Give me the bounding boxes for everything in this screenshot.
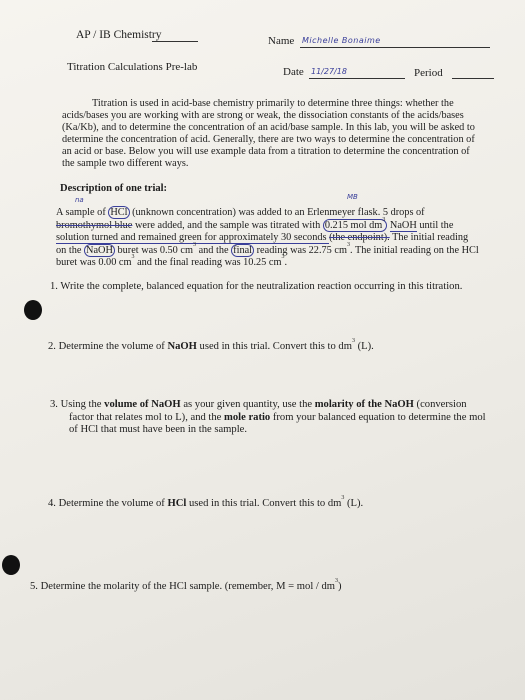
trial-line-5: buret was 0.00 $cm^3$ and the final reading was 10.25 $cm^3$. — [56, 254, 288, 269]
name-underline — [300, 47, 490, 48]
period-underline — [452, 78, 494, 79]
course-title: AP / IB Chemistry — [76, 29, 162, 41]
trial-text: buret was 0.50 cm — [114, 244, 193, 256]
date-value: 11/27/18 — [311, 67, 347, 76]
endpoint-text: (the endpoint). — [329, 232, 390, 244]
intro-line: an acid or base. Below you will use example data from a titration to determine the concentration of — [62, 146, 470, 158]
intro-line: the sample two different ways. — [62, 158, 189, 170]
course-underline — [152, 41, 198, 42]
intro-paragraph — [62, 98, 502, 171]
question-3: 3. Using the volume of NaOH as your given quantity, use the molarity of the NaOH (conversion factor that relates mol to L), and the mole ratio from your balanced equation to determine the mol of HCl that must have been in the sample. — [50, 399, 486, 435]
binder-hole-top — [24, 300, 42, 320]
trial-text: buret was 0.00 cm — [56, 257, 132, 269]
student-name: Michelle Bonaime — [302, 36, 381, 45]
question-1: 1. Write the complete, balanced equation for the neutralization reaction occurring in this titration. — [50, 281, 463, 292]
indicator-text: bromothymol blue — [56, 219, 133, 231]
intro-line: (Ka/Kb), and to determine the concentration of an acid/base sample. In this lab, you will be asked to — [62, 122, 475, 134]
intro-line: determine the concentration of acid. Generally, there are two ways to determine the concentration of — [62, 134, 475, 146]
trial-text: on the — [56, 244, 85, 256]
name-label: Name — [268, 35, 295, 47]
trial-text: reading was 22.75 cm — [254, 244, 347, 256]
lab-title: Titration Calculations Pre-lab — [67, 61, 198, 73]
trial-line-3 — [56, 232, 516, 245]
trial-paragraph — [56, 207, 516, 270]
trial-heading: Description of one trial: — [60, 183, 168, 194]
annotation-mb: MB — [347, 193, 358, 201]
naoh-underlined: NaOH — [389, 219, 417, 231]
date-label: Date — [283, 66, 304, 78]
intro-line: acids/bases you are working with are strong or weak, the dissociation constants of the acids/bases — [62, 110, 464, 122]
final-circled: final — [233, 244, 253, 256]
trial-text: were added, and the sample was titrated with — [132, 219, 323, 231]
question-2: 2. Determine the volume of NaOH used in this trial. Convert this to $dm^3$ (L). — [48, 338, 374, 352]
concentration-circled: 0.215 mol $dm^3$ — [324, 216, 386, 231]
trial-text: and the final reading was 10.25 cm — [134, 257, 282, 269]
hcl-circled: HCl — [110, 207, 128, 218]
date-underline — [309, 78, 405, 79]
annotation-na: na — [75, 196, 84, 204]
question-4: 4. Determine the volume of HCl used in this trial. Convert this to $dm^3$ (L). — [48, 495, 364, 509]
trial-text: A sample of — [56, 207, 109, 218]
question-5: 5. Determine the molarity of the HCl sample. (remember, M = mol / $dm^3$) — [30, 578, 342, 592]
trial-text: . — [284, 257, 288, 269]
trial-text: solution turned and remained green for approximately 30 seconds — [56, 232, 330, 244]
trial-line-2 — [56, 216, 516, 233]
trial-text: and the — [196, 244, 232, 256]
trial-text: . The initial reading on the HCl — [349, 244, 479, 256]
trial-text: until the — [416, 219, 454, 231]
trial-text: (unknown concentration) was added to an Erlenmeyer flask. 5 drops of — [129, 207, 425, 218]
naoh-circled: NaOH — [86, 244, 113, 256]
period-label: Period — [414, 67, 443, 79]
trial-text: The initial reading — [389, 232, 469, 244]
binder-hole-bottom — [2, 555, 20, 575]
trial-line-4: on the NaOH buret was 0.50 $cm^3$ and the final reading was 22.75 $cm^3$. The initial reading on the HCl — [56, 241, 479, 256]
trial-line-1 — [56, 207, 516, 220]
intro-line: Titration is used in acid-base chemistry primarily to determine three things: whether the — [92, 98, 454, 109]
